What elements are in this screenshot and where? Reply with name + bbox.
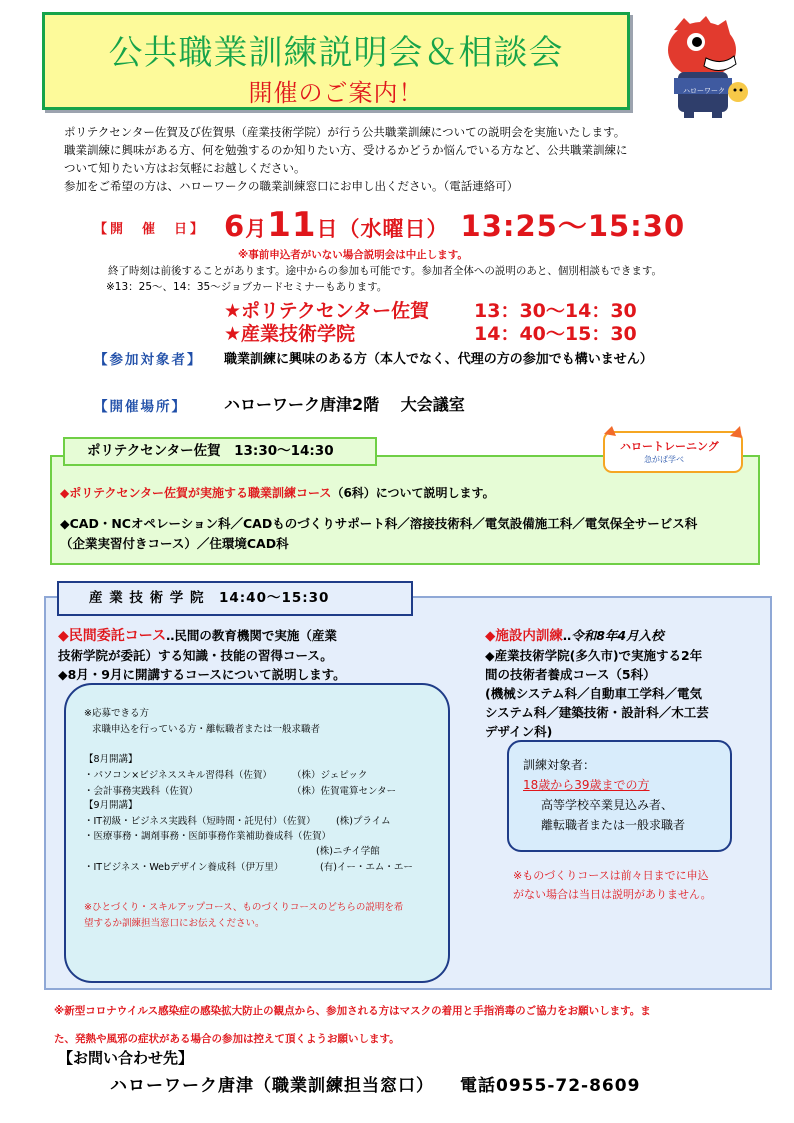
shisetsu-line-2: 間の技術者養成コース（5科） bbox=[485, 667, 656, 682]
page-title: 公共職業訓練説明会＆相談会 bbox=[108, 33, 564, 73]
monozukuri-note bbox=[513, 866, 753, 904]
polytech-description bbox=[60, 484, 495, 501]
end-time-note: 終了時刻は前後することがあります。途中からの参加も可能です。参加者全体への説明のあと、個別相談もできます。 bbox=[108, 265, 662, 277]
sep-school-1: (株)プライム bbox=[336, 816, 391, 827]
target-value: 職業訓練に興味のある方（本人でなく、代理の方の参加でも構いません） bbox=[224, 352, 653, 367]
inner-note-2: 望するか訓練担当窓口にお伝えください。 bbox=[84, 918, 265, 929]
monozukuri-note-2: がない場合は当日は説明がありません。 bbox=[513, 888, 712, 901]
target-label: 【参加対象者】 bbox=[94, 352, 203, 368]
shisetsu-date: 令和8年4月入校 bbox=[571, 628, 664, 643]
minkan-title: ◆民間委託コース bbox=[58, 628, 167, 644]
sep-course-2: ・医療事務・調剤事務・医師事務作業補助養成科（佐賀） bbox=[84, 831, 332, 842]
polytech-courses-line-2: （企業実習付きコース）／住環境CAD科 bbox=[60, 536, 289, 551]
date-day: 11 bbox=[267, 205, 317, 245]
training-target-label: 訓練対象者： bbox=[523, 758, 596, 772]
shisetsu-line-4: システム科／建築技術・設計科／木工芸 bbox=[485, 705, 709, 720]
monozukuri-note-1: ※ものづくりコースは前々日までに申込 bbox=[513, 869, 709, 882]
venue-label: 【開催場所】 bbox=[94, 399, 187, 415]
intro-line-3: ついて知りたい方はお気軽にお越しください。 bbox=[64, 161, 306, 175]
aug-course-1: ・パソコン×ビジネススキル習得科（佐賀） bbox=[84, 770, 272, 781]
contact-label: 【お問い合わせ先】 bbox=[58, 1049, 194, 1067]
intro-line-4: 参加をご希望の方は、ハローワークの職業訓練窓口にお申し出ください。（電話連絡可） bbox=[64, 179, 519, 193]
mascot-label: ハローワーク bbox=[683, 87, 725, 95]
shisetsu-line-5: デザイン科) bbox=[485, 724, 553, 739]
jobcard-note: ※13：25〜、14：35〜ジョブカードセミナーもあります。 bbox=[106, 281, 388, 293]
sep-course-1: ・IT初級・ビジネス実践科（短時間・託児付）（佐賀） bbox=[84, 816, 316, 827]
shisetsu-line-3: (機械システム科／自動車工学科／電気 bbox=[485, 686, 702, 701]
minkan-desc-2: 技術学院が委託）する知識・技能の習得コース。 bbox=[58, 648, 333, 663]
shisetsu-title: ◆施設内訓練 bbox=[485, 628, 563, 644]
sep-label: 【9月開講】 bbox=[84, 800, 138, 811]
contact-info bbox=[110, 1071, 640, 1096]
shisetsu-line-1: ◆産業技術学院(多久市)で実施する2年 bbox=[485, 648, 703, 663]
schedule-polytech-time: 13：30〜14：30 bbox=[474, 300, 637, 322]
polytech-courses-line-1: ◆CAD・NCオペレーション科／CADものづくりサポート科／溶接技術科／電気設備施工科／電気保全サービス科 bbox=[60, 516, 698, 531]
sep-school-2: (株)ニチイ学館 bbox=[316, 846, 380, 857]
contact-name: ハローワーク唐津（職業訓練担当窓口） bbox=[110, 1076, 434, 1096]
shisetsu-dots: ‥ bbox=[562, 628, 572, 643]
corona-notice bbox=[54, 997, 766, 1053]
schedule-sangyo-time: 14：40〜15：30 bbox=[474, 323, 637, 345]
date-day-unit: 日 bbox=[316, 217, 339, 241]
apply-desc: 求職申込を行っている方・離転職者または一般求職者 bbox=[92, 724, 321, 735]
fish-mascot-icon bbox=[654, 16, 754, 120]
sangyo-tab: 産 業 技 術 学 院 14:40〜15:30 bbox=[57, 581, 413, 616]
minkan-column bbox=[58, 626, 468, 684]
schedule-polytech-name: ★ポリテクセンター佐賀 bbox=[224, 300, 430, 322]
date-month: 6 bbox=[224, 209, 246, 243]
hello-training-logo-text: ハロートレーニング bbox=[620, 440, 719, 453]
date-label: 【開 催 日】 bbox=[94, 222, 207, 237]
inner-note-1: ※ひとづくり・スキルアップコース、ものづくりコースのどちらの説明を希 bbox=[84, 902, 404, 913]
sep-course-3: ・ITビジネス・Webデザイン養成科（伊万里） bbox=[84, 862, 284, 873]
training-target-box bbox=[507, 740, 732, 852]
minkan-desc-1: ‥民間の教育機関で実施（産業 bbox=[166, 628, 337, 643]
corona-notice-line-1: ※新型コロナウイルス感染症の感染拡大防止の観点から、参加される方はマスクの着用と手指消毒のご協力をお願いします。ま bbox=[54, 1005, 651, 1017]
intro-line-2: 職業訓練に興味がある方、何を勉強するのか知りたい方、受けるかどうか悩んでいる方など、公共職業訓練に bbox=[64, 143, 628, 157]
training-target-age: 18歳から39歳までの方 bbox=[523, 778, 650, 792]
aug-school-1: （株）ジェピック bbox=[292, 770, 368, 781]
date-weekday: （水曜日） bbox=[338, 217, 449, 241]
sep-school-3: (有)イー・エム・エー bbox=[320, 862, 413, 873]
apply-title: ※応募できる方 bbox=[84, 708, 149, 719]
aug-course-2: ・会計事務実践科（佐賀） bbox=[84, 786, 199, 797]
corona-notice-line-2: た、発熱や風邪の症状がある場合の参加は控えて頂くようお願いします。 bbox=[54, 1033, 400, 1045]
polytech-description-black: （6科）について説明します。 bbox=[331, 486, 495, 500]
polytech-description-red: ◆ポリテクセンター佐賀が実施する職業訓練コース bbox=[60, 486, 332, 500]
event-time: 13:25〜15:30 bbox=[460, 209, 686, 243]
polytech-courses bbox=[60, 514, 760, 554]
hello-training-logo bbox=[598, 426, 748, 476]
page-subtitle: 開催のご案内！ bbox=[248, 79, 424, 107]
hello-training-logo-sub: 急がば学べ bbox=[644, 455, 684, 464]
aug-label: 【8月開講】 bbox=[84, 754, 138, 765]
polytech-tab: ポリテクセンター佐賀 13:30〜14:30 bbox=[63, 437, 377, 466]
mascot-illustration bbox=[654, 16, 754, 120]
shisetsu-column bbox=[485, 626, 765, 741]
contact-phone: 電話0955-72-8609 bbox=[460, 1076, 641, 1096]
intro-line-1: ポリテクセンター佐賀及び佐賀県（産業技術学院）が行う公共職業訓練についての説明会を実施いたします。 bbox=[64, 125, 626, 139]
date-month-unit: 月 bbox=[245, 217, 268, 241]
minkan-desc-3: ◆8月・9月に開講するコースについて説明します。 bbox=[58, 667, 346, 682]
cancel-note: ※事前申込者がいない場合説明会は中止します。 bbox=[238, 249, 468, 261]
training-target-line-2: 離転職者または一般求職者 bbox=[541, 818, 686, 832]
minkan-course-box bbox=[64, 683, 450, 983]
event-date bbox=[224, 204, 685, 245]
title-banner bbox=[42, 12, 630, 110]
schedule-sangyo-name: ★産業技術学院 bbox=[224, 323, 356, 345]
aug-school-2: （株）佐賀電算センター bbox=[292, 786, 397, 797]
training-target-line-1: 高等学校卒業見込み者、 bbox=[541, 798, 674, 812]
venue-value: ハローワーク唐津2階 大会議室 bbox=[224, 395, 465, 414]
